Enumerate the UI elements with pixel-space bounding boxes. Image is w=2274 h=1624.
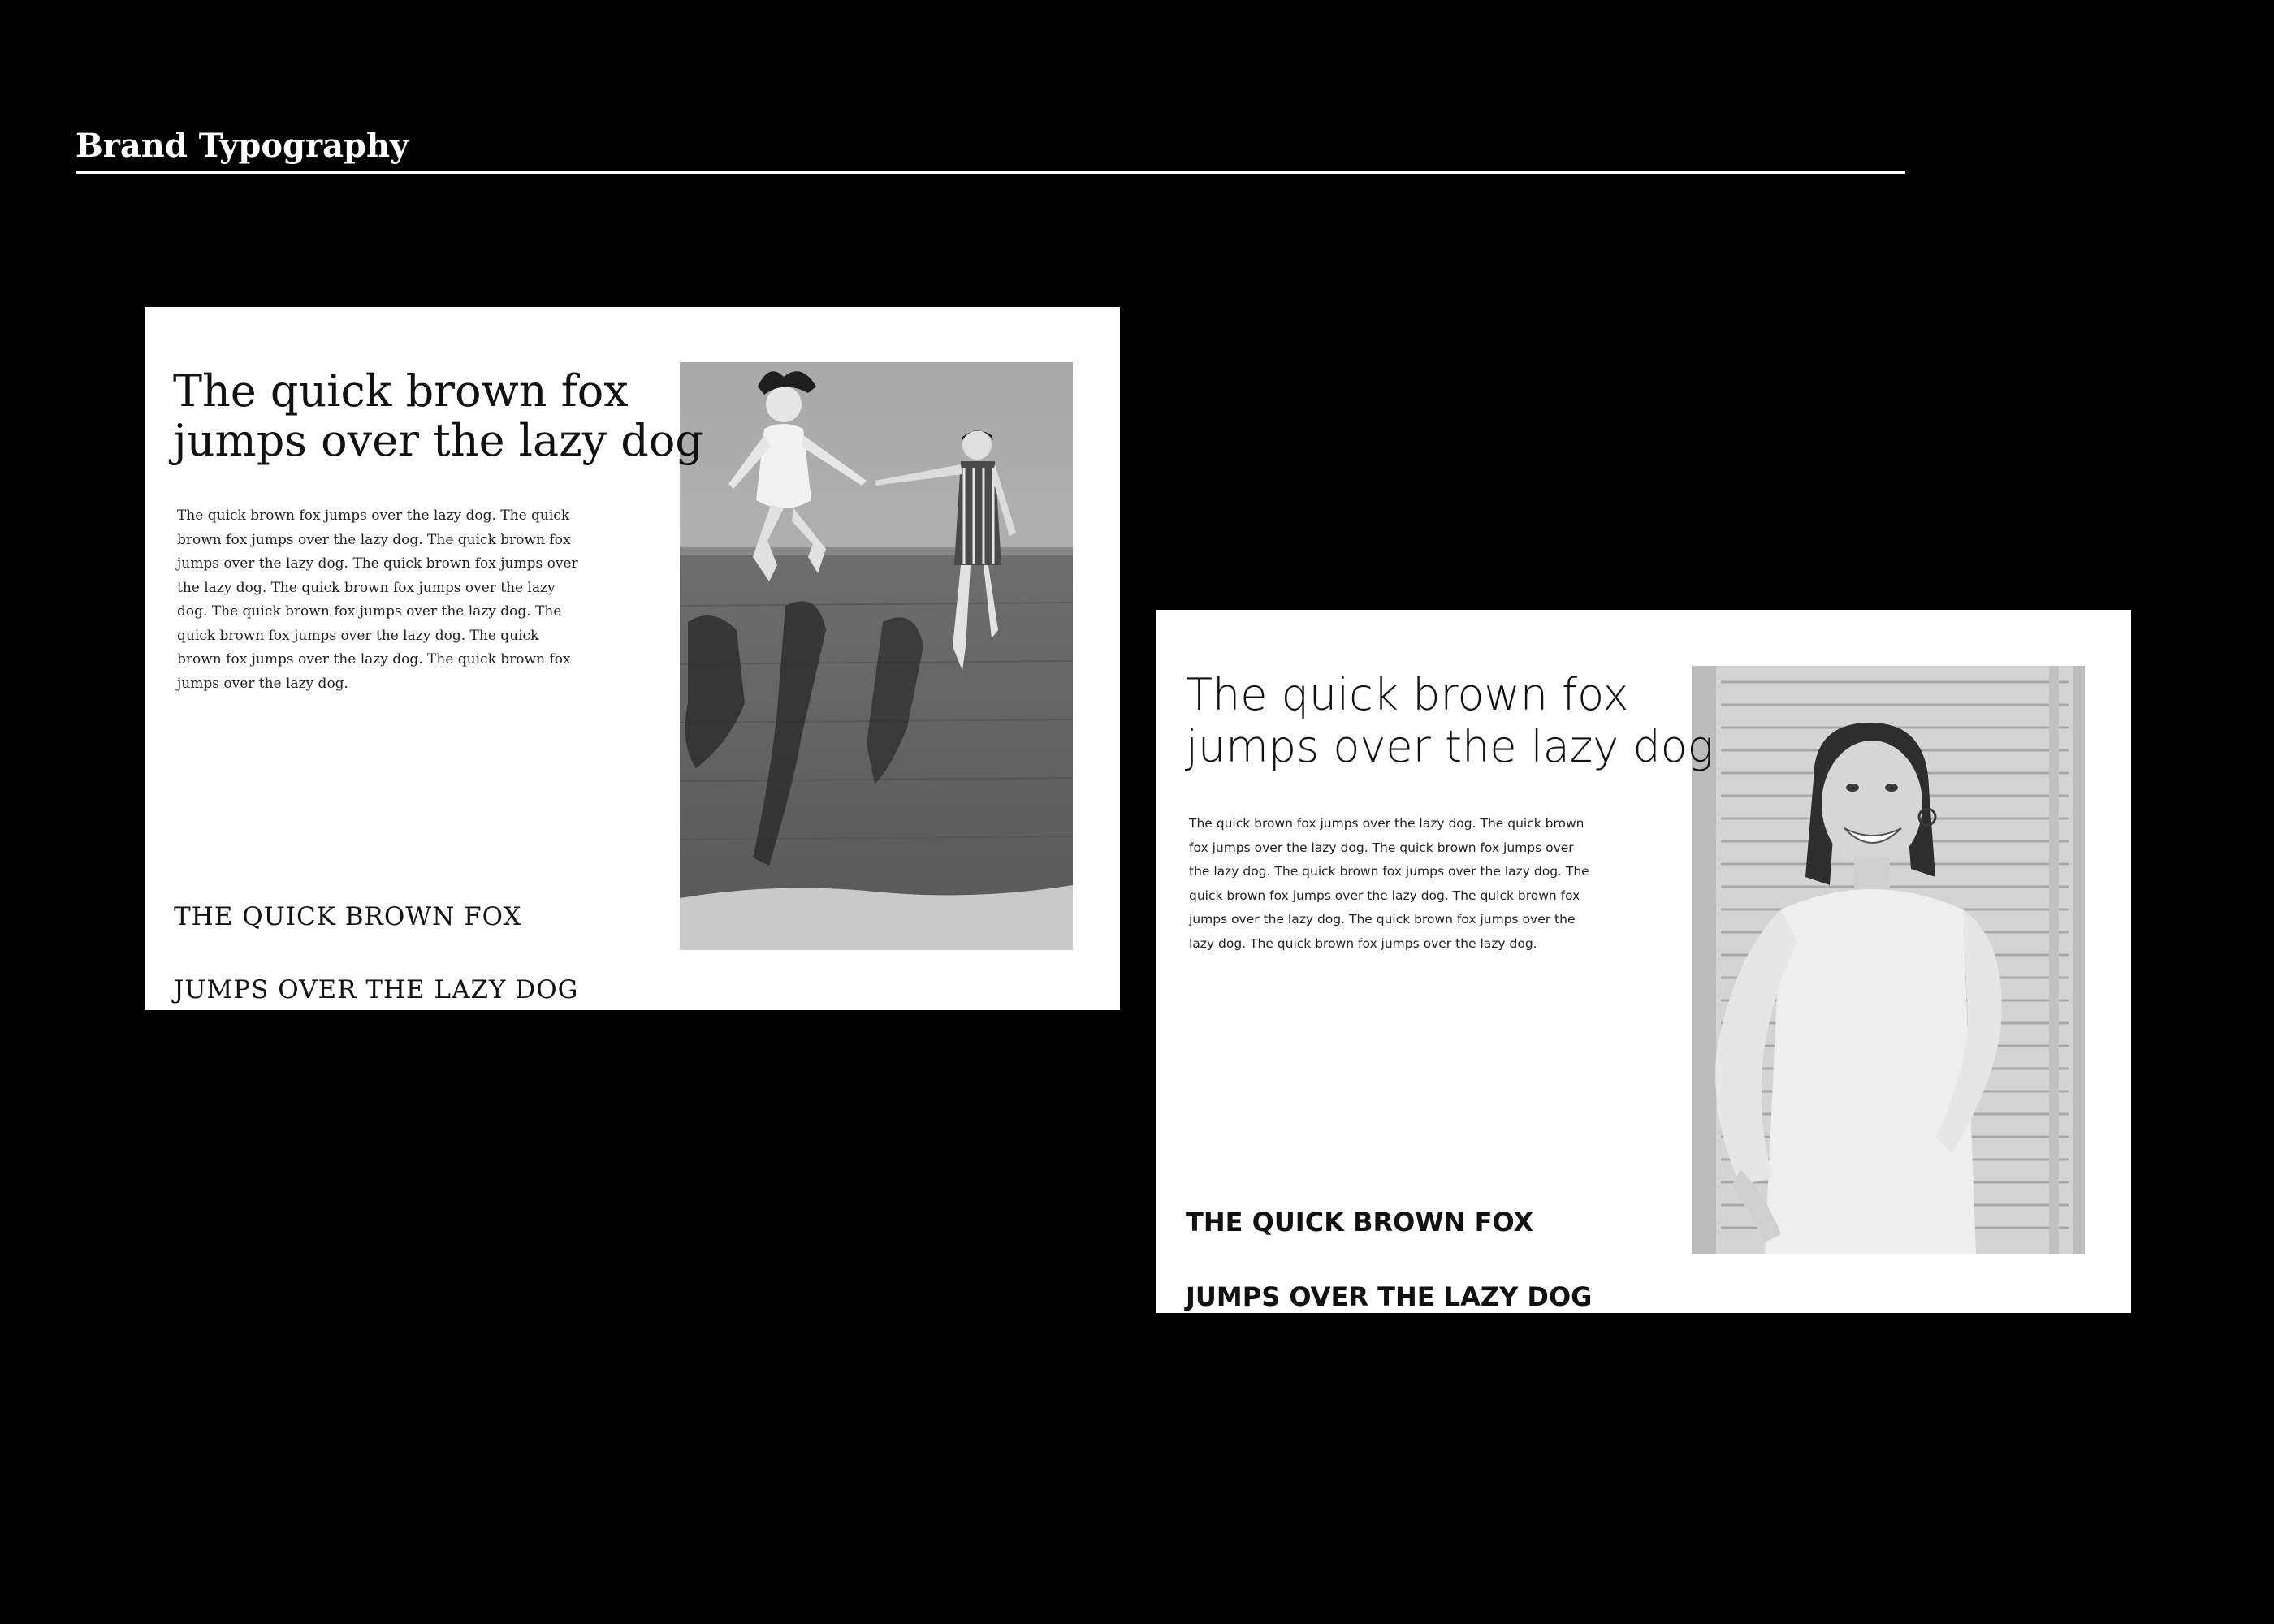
serif-specimen-heading [173, 366, 703, 465]
title-divider [76, 171, 1905, 174]
sans-specimen-heading [1186, 669, 1714, 773]
smiling-woman-photo [1692, 666, 2085, 1254]
sans-caps-line-1: THE QUICK BROWN FOX [1186, 1207, 1534, 1237]
children-jumping-photo [680, 362, 1073, 950]
page-title: Brand Typography [76, 127, 409, 165]
serif-caps-line-2: JUMPS OVER THE LAZY DOG [174, 975, 579, 1004]
sans-specimen-caps [1186, 1166, 1592, 1313]
serif-heading-line-2: jumps over the lazy dog [173, 415, 703, 466]
sans-specimen-card [1156, 610, 2131, 1313]
serif-heading-line-1: The quick brown fox [173, 365, 629, 417]
serif-specimen-body: The quick brown fox jumps over the lazy dog. The quick brown fox jumps over the lazy dog. The quick brown fox jumps over the lazy dog. The quick brown fox jumps over the lazy dog. The quick brown fox jumps over the lazy dog. The quick brown fox jumps over the lazy dog. The quick brown fox jumps over the lazy dog. The quick brown fox jumps over the lazy dog. The quick brown fox jumps over the lazy dog. [177, 508, 578, 692]
sans-heading-line-1: The quick brown fox [1186, 669, 1629, 720]
serif-specimen-caps [174, 862, 578, 1009]
serif-specimen-card [145, 307, 1120, 1010]
sans-specimen-body: The quick brown fox jumps over the lazy dog. The quick brown fox jumps over the lazy dog. The quick brown fox jumps over the lazy dog. The quick brown fox jumps over the lazy dog. The quick brown fox jumps over the lazy dog. The quick brown fox jumps over the lazy dog. The quick brown fox jumps over the lazy dog. The quick brown fox jumps over the lazy dog. [1189, 816, 1589, 951]
smiling-woman-photo-graphic [1692, 666, 2085, 1254]
serif-caps-line-1: THE QUICK BROWN FOX [174, 902, 522, 931]
sans-caps-line-2: JUMPS OVER THE LAZY DOG [1186, 1281, 1593, 1312]
sans-heading-line-2: jumps over the lazy dog [1186, 721, 1714, 772]
children-jumping-photo-graphic [680, 362, 1073, 950]
